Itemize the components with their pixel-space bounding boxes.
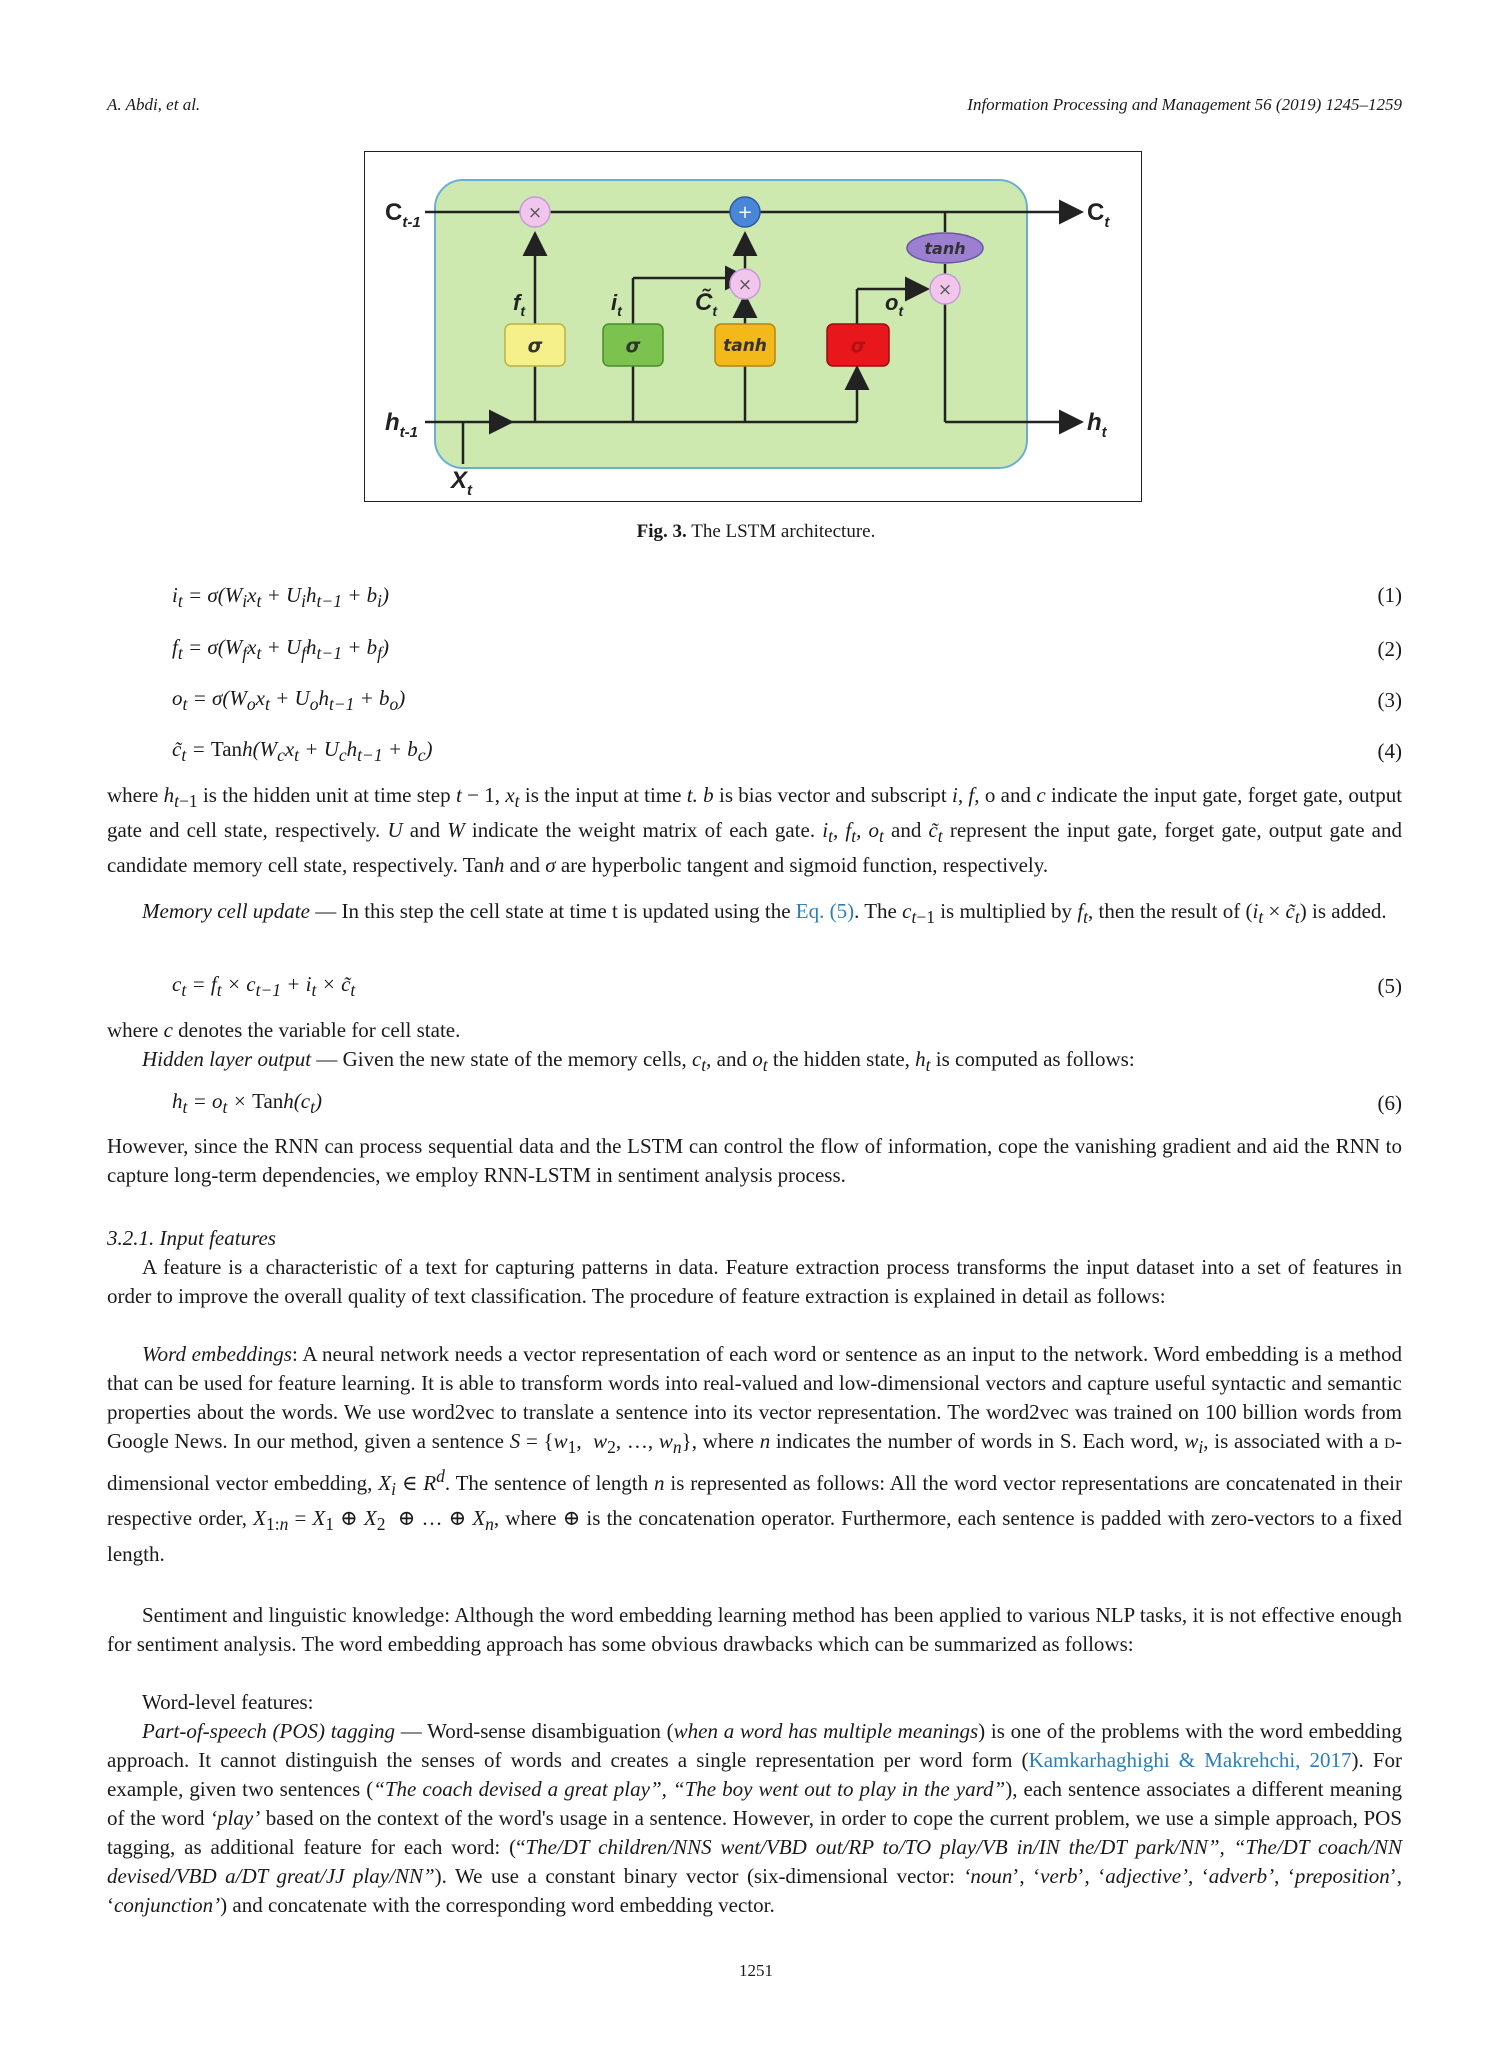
paragraph-however: However, since the RNN can process sequential data and the LSTM can control the flow of information, cope the vanishing gradient and aid the RNN to capture long-term dependencies, we employ RNN-LSTM in sentiment analysis process.	[107, 1134, 1402, 1187]
svg-text:+: +	[737, 202, 753, 223]
svg-text:σ: σ	[850, 335, 866, 357]
equation-4: $c̃_t$ = $Tanh(W_cx_t + U_ch_{t-1} + b_c)$	[172, 737, 433, 766]
svg-text:σ: σ	[527, 335, 543, 357]
lstm-diagram	[365, 152, 1141, 501]
paragraph-memory-cell-update: Memory cell update — In this step the cell state at time t is updated using the Eq. (5). The $c_{t-1}$ is multiplied by $f_t$, then the result of ($i_t$ × $c̃_t$) is added.	[142, 899, 1387, 928]
equation-6: $h_t = o_t$ × $Tanh(c_t)$	[172, 1089, 322, 1118]
equation-number-6: (6)	[1377, 1091, 1402, 1115]
paragraph-word-level: Word-level features:	[142, 1690, 314, 1714]
equation-number-5: (5)	[1377, 974, 1402, 998]
x-input-label: $X_t$	[451, 467, 473, 499]
equation-5: $c_t = f_t \times c_{t-1} + i_t$ × $c̃_t$	[172, 972, 356, 1001]
svg-text:×: ×	[527, 203, 543, 223]
equation-number-3: (3)	[1377, 688, 1402, 712]
svg-text:tanh: tanh	[924, 239, 966, 258]
svg-text:σ: σ	[625, 335, 641, 357]
equation-3: $o_t = \sigma(W_ox_t + U_oh_{t-1} + b_o)$	[172, 686, 406, 715]
kamkarhaghighi-citation-link[interactable]: Kamkarhaghighi & Makrehchi, 2017	[1028, 1748, 1352, 1772]
f-label: $f_t$	[513, 290, 525, 319]
c-tilde-label: $C̃_t$	[695, 289, 718, 319]
running-header-authors: A. Abdi, et al.	[107, 95, 201, 114]
o-label: $o_t$	[885, 290, 904, 319]
page-number: 1251	[739, 1961, 773, 1980]
paragraph-pos-tagging: Part-of-speech (POS) tagging — Word-sense disambiguation (when a word has multiple meanings) is one of the problems with the word embedding approach. It cannot distinguish the senses of words and creates a single representation per word form (Kamkarhaghighi & Makrehchi, 2017). For example, given two sentences (“The coach devised a great play”, “The boy went out to play in the yard”), each sentence associates a different meaning of the word ‘play’ based on the context of the word's usage in a sentence. However, in order to cope the current problem, we use a simple approach, POS tagging, as additional feature for each word: (“The/DT children/NNS went/VBD out/RP to/TO play/VB in/IN the/DT park/NN”, “The/DT coach/NN devised/VBD a/DT great/JJ play/NN”). We use a constant binary vector (six-dimensional vector: ‘noun’, ‘verb’, ‘adjective’, ‘adverb’, ‘preposition’, ‘conjunction’) and concatenate with the corresponding word embedding vector.	[107, 1719, 1403, 1917]
eq5-link[interactable]: Eq. (5)	[795, 899, 855, 923]
h-next-label: $h_t$	[1087, 409, 1107, 441]
paragraph-sentiment: Sentiment and linguistic knowledge: Although the word embedding learning method has been applied to various NLP tasks, it is not effective enough for sentiment analysis. The word embedding approach has some obvious drawbacks which can be summarized as follows:	[107, 1603, 1402, 1656]
equation-number-2: (2)	[1377, 637, 1402, 661]
svg-text:×: ×	[737, 275, 753, 295]
svg-text:tanh: tanh	[723, 336, 767, 356]
equation-1: $i_t = \sigma(W_ix_t + U_ih_{t-1} + b_i)$	[172, 583, 389, 612]
svg-text:×: ×	[937, 280, 953, 300]
lstm-figure	[364, 151, 1142, 502]
h-prev-label: $h_{t-1}$	[385, 409, 419, 441]
equation-2: $f_t = \sigma(W_fx_t + U_fh_{t-1} + b_f)$	[172, 635, 389, 664]
running-header-journal: Information Processing and Management 56 (2019) 1245–1259	[967, 95, 1402, 114]
figure-caption: Fig. 3. The LSTM architecture.	[636, 521, 876, 542]
i-label: $i_t$	[611, 290, 622, 319]
equation-number-1: (1)	[1377, 583, 1402, 607]
paragraph-where-c: where c denotes the variable for cell state.	[107, 1018, 461, 1042]
paragraph-word-embeddings: Word embeddings: A neural network needs a vector representation of each word or sentence as an input to the network. Word embedding is a method that can be used for feature learning. It is able to transform words into real-valued and low-dimensional vectors and capture useful syntactic and semantic properties about the words. We use word2vec to translate a sentence into its vector representation. The word2vec was trained on 100 billion words from Google News. In our method, given a sentence $S = \{w_1$, $w_2$, …, $w_n$}, where n indicates the number of words in S. Each word, $w_i$, is associated with a d-dimensional vector embedding, $X_i$ ∈ $R^d$. The sentence of length n is represented as follows: All the word vector representations are concatenated in their respective order, $X_{1:n} = X_1$ ⊕ $X_2$ ⊕ … ⊕ $X_n$, where ⊕ is the concatenation operator. Furthermore, each sentence is padded with zero-vectors to a fixed length.	[107, 1342, 1403, 1566]
equation-number-4: (4)	[1377, 739, 1402, 763]
c-next-label: $C_t$	[1087, 199, 1110, 231]
paragraph-where-h: where $h_{t-1}$ is the hidden unit at time step t − 1, $x_t$ is the input at time t. b is bias vector and subscript i, f, o and c indicate the input gate, forget gate, output gate and cell state, respectively. U and W indicate the weight matrix of each gate. $i_t$, $f_t$, $o_t$ and $c̃_t$ represent the input gate, forget gate, output gate and candidate memory cell state, respectively. Tanh and σ are hyperbolic tangent and sigmoid function, respectively.	[107, 783, 1403, 878]
paragraph-hidden-layer-output: Hidden layer output — Given the new state of the memory cells, $c_t$, and $o_t$ the hidden state, $h_t$ is computed as follows:	[142, 1047, 1135, 1076]
paragraph-feature: A feature is a characteristic of a text for capturing patterns in data. Feature extraction process transforms the input dataset into a set of features in order to improve the overall quality of text classification. The procedure of feature extraction is explained in detail as follows:	[107, 1255, 1402, 1308]
section-heading: 3.2.1. Input features	[107, 1226, 276, 1250]
c-prev-label: $C_{t-1}$	[385, 199, 421, 231]
